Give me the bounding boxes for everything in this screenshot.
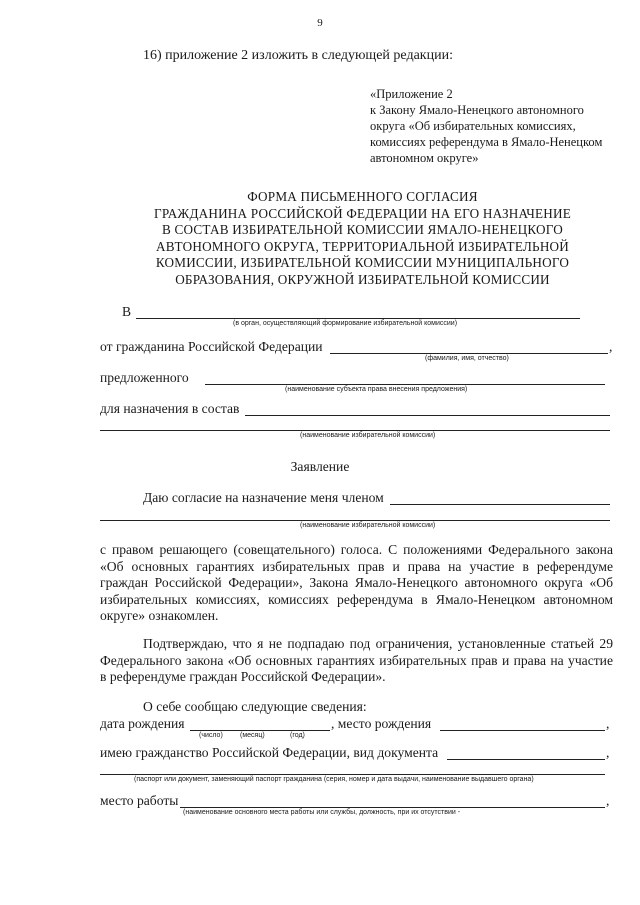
work-label: место работы [100,793,179,808]
form-title [85,189,640,288]
from-caption: (фамилия, имя, отчество) [425,355,509,362]
passport-line[interactable] [100,774,605,775]
citizenship-doc-line[interactable] [447,759,605,760]
paragraph-law-acquaintance: с правом решающего (совещательного) голоса. С положениями Федерального закона «Об основных гарантиях избирательных прав и права на участие в референдуме граждан Российской Федерации», Закона Ямало-Ненецкого автономного округа «Об избирательных комиссиях, комиссиях референдума в Ямало-Ненецком автономном округе» ознакомлен. [100,542,613,623]
title-line: В СОСТАВ ИЗБИРАТЕЛЬНОЙ КОМИССИИ ЯМАЛО-НЕНЕЦКОГО [162,222,563,237]
proposed-caption: (наименование субъекта права внесения предложения) [285,386,468,393]
birth-month-caption: (месяц) [240,732,265,739]
appendix-line: округа «Об избирательных комиссиях, [370,119,576,133]
birth-place-label: , место рождения [331,716,432,731]
amendment-item: 16) приложение 2 изложить в следующей редакции: [143,48,453,63]
to-field-line[interactable] [136,318,580,319]
appendix-line: «Приложение 2 [370,87,453,101]
title-line: АВТОНОМНОГО ОКРУГА, ТЕРРИТОРИАЛЬНОЙ ИЗБИРАТЕЛЬНОЙ [156,238,569,254]
citizenship-label: имею гражданство Российской Федерации, вид документа [100,745,439,760]
appoint-field-line[interactable] [245,415,610,416]
work-caption: (наименование основного места работы или службы, должность, при их отсутствии - [183,809,461,816]
title-line: КОМИССИИ, ИЗБИРАТЕЛЬНОЙ КОМИССИИ МУНИЦИПАЛЬНОГО [155,255,570,270]
work-line[interactable] [180,807,605,808]
birth-date-label: дата рождения [100,716,185,731]
birth-day-caption: (число) [199,732,223,739]
from-comma: , [609,339,613,354]
appendix-reference [370,86,620,166]
appoint-label: для назначения в состав [100,401,240,416]
title-line: ГРАЖДАНИНА РОССИЙСКОЙ ФЕДЕРАЦИИ НА ЕГО НАЗНАЧЕНИЕ [154,205,571,221]
birth-year-caption: (год) [290,732,305,739]
appoint-caption: (наименование избирательной комиссии) [300,432,436,439]
consent-label: Даю согласие на назначение меня членом [143,490,384,505]
to-label: В [122,304,132,319]
about-self: О себе сообщаю следующие сведения: [143,699,367,714]
work-comma: , [606,793,610,808]
proposed-label: предложенного [100,370,189,385]
from-field-line[interactable] [330,353,608,354]
title-line: ОБРАЗОВАНИЯ, ОКРУЖНОЙ ИЗБИРАТЕЛЬНОЙ КОМИССИИ [175,271,550,287]
citizenship-comma: , [606,745,610,760]
appendix-line: комиссиях референдума в Ямало-Ненецком [370,135,603,149]
consent-caption: (наименование избирательной комиссии) [300,522,436,529]
statement-heading: Заявление [290,459,350,474]
from-label: от гражданина Российской Федерации [100,339,323,354]
appoint-field-line-2[interactable] [100,430,610,431]
appendix-line: к Закону Ямало-Ненецкого автономного [370,103,584,117]
consent-field-line[interactable] [390,504,610,505]
page-number: 9 [317,17,323,29]
title-line: ФОРМА ПИСЬМЕННОГО СОГЛАСИЯ [247,189,478,204]
birth-place-line[interactable] [440,730,605,731]
proposed-field-line[interactable] [205,384,605,385]
passport-caption: (паспорт или документ, заменяющий паспорт гражданина (серия, номер и дата выдачи, наименование выдавшего органа) [134,776,534,783]
birth-date-line[interactable] [190,730,330,731]
appendix-line: автономном округе» [370,151,479,165]
to-caption: (в орган, осуществляющий формирование избирательной комиссии) [233,320,458,327]
paragraph-no-restrictions: Подтверждаю, что я не подпадаю под ограничения, установленные статьей 29 Федерального закона «Об основных гарантиях избирательных прав и права на участие в референдуме граждан Российской Федерации». [100,636,613,684]
birth-comma: , [606,716,610,731]
consent-field-line-2[interactable] [100,520,610,521]
